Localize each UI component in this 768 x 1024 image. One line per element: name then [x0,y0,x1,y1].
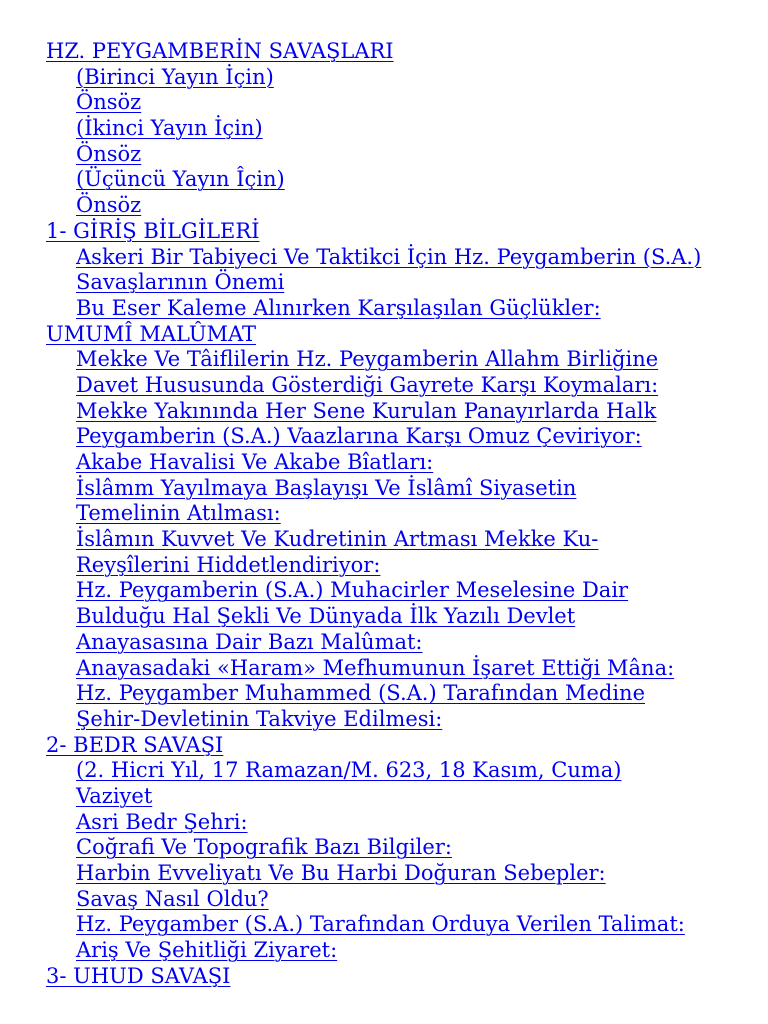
toc-section-link[interactable]: Asri Bedr Şehri: [76,809,248,834]
toc-section-link[interactable]: Bulduğu Hal Şekli Ve Dünyada İlk Yazılı Devlet [76,604,576,629]
toc-section-link[interactable]: Temelinin Atılması: [76,501,281,526]
toc-section-link[interactable]: İslâmın Kuvvet Ve Kudretinin Artması Mekke Ku- [76,527,599,552]
toc-section-link[interactable]: Savaş Nasıl Oldu? [76,886,269,911]
toc-section-link[interactable]: Reyşîlerini Hiddetlendiriyor: [76,552,381,577]
toc-section-link[interactable]: Coğrafi Ve Topografik Bazı Bilgiler: [76,835,452,860]
toc-chapter-link[interactable]: 3- UHUD SAVAŞI [46,963,231,988]
toc-section-link[interactable]: İslâmm Yayılmaya Başlayışı Ve İslâmî Siyasetin [76,475,577,500]
toc-section-link[interactable]: Önsöz [76,90,142,115]
toc-section-link[interactable]: Vaziyet [76,783,153,808]
toc-section-link[interactable]: (Üçüncü Yayın Îçin) [76,167,285,192]
toc-section-link[interactable]: Bu Eser Kaleme Alınırken Karşılaşılan Güçlükler: [76,295,601,320]
toc-section-link[interactable]: Peygamberin (S.A.) Vaazlarına Karşı Omuz Çeviriyor: [76,424,642,449]
table-of-contents [0,39,768,989]
toc-section-link[interactable]: Önsöz [76,193,142,218]
toc-section-link[interactable]: Mekke Ve Tâiflilerin Hz. Peygamberin Allahm Birliğine [76,347,659,372]
toc-section-link[interactable]: Mekke Yakınında Her Sene Kurulan Panayırlarda Halk [76,398,657,423]
toc-section-link[interactable]: Anayasasına Dair Bazı Malûmat: [76,629,423,654]
toc-section-link[interactable]: Anayasadaki «Haram» Mefhumunun İşaret Ettiği Mâna: [76,655,675,680]
toc-chapter-link[interactable]: UMUMÎ MALÛMAT [46,321,257,346]
toc-section-link[interactable]: Hz. Peygamber (S.A.) Tarafından Orduya Verilen Talimat: [76,912,685,937]
toc-chapter-link[interactable]: 1- GİRİŞ BİLGİLERİ [46,218,260,243]
toc-section-link[interactable]: Hz. Peygamber Muhammed (S.A.) Tarafından Medine [76,681,645,706]
toc-section-link[interactable]: Harbin Evveliyatı Ve Bu Harbi Doğuran Sebepler: [76,861,606,885]
toc-section-link[interactable]: (2. Hicri Yıl, 17 Ramazan/M. 623, 18 Kasım, Cuma) [76,758,622,783]
toc-section-link[interactable]: Ariş Ve Şehitliği Ziyaret: [76,938,338,963]
toc-chapter-link[interactable]: 2- BEDR SAVAŞI [46,732,224,757]
toc-section-link[interactable]: Akabe Havalisi Ve Akabe Bîatları: [76,450,434,474]
toc-section-link[interactable]: Davet Hususunda Gösterdiği Gayrete Karşı Koymaları: [76,372,659,397]
toc-section-link[interactable]: Askeri Bir Tabiyeci Ve Taktikci İçin Hz. Peygamberin (S.A.) [76,244,702,269]
toc-section-link[interactable]: Hz. Peygamberin (S.A.) Muhacirler Meselesine Dair [76,578,629,603]
toc-section-link[interactable]: Önsöz [76,141,142,166]
toc-section-link[interactable]: (İkinci Yayın İçin) [76,116,263,141]
toc-section-link[interactable]: Şehir-Devletinin Takviye Edilmesi: [76,706,443,731]
toc-chapter-link[interactable]: HZ. PEYGAMBERİN SAVAŞLARI [46,39,394,63]
toc-section-link[interactable]: Savaşlarının Önemi [76,270,285,295]
toc-section-link[interactable]: (Birinci Yayın İçin) [76,64,274,89]
